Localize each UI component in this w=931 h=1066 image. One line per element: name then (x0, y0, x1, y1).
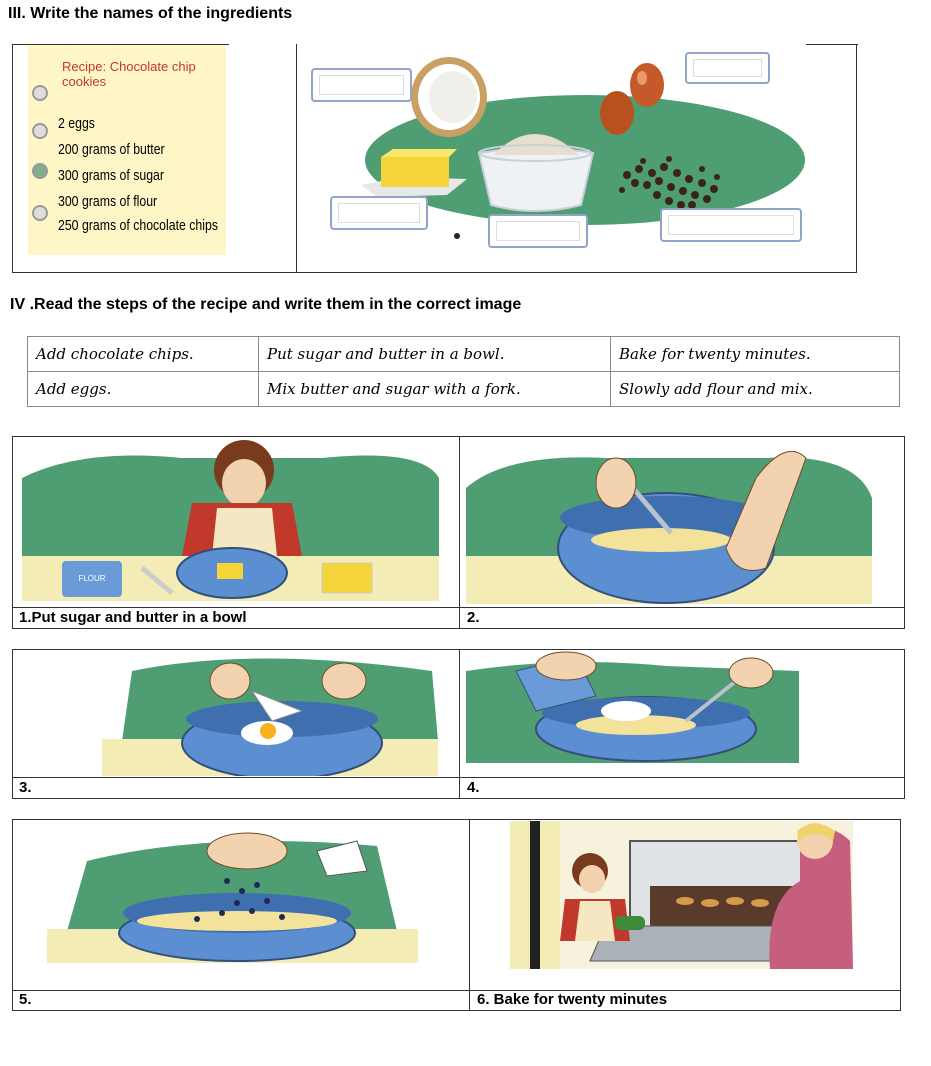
answer-box-chocolate-chips[interactable] (660, 208, 802, 242)
recipe-item: 2 eggs (58, 115, 95, 132)
step-option: Bake for twenty minutes. (611, 337, 900, 372)
step-option: Mix butter and sugar with a fork. (259, 372, 611, 407)
answer-box-eggs[interactable] (685, 52, 770, 84)
step-option: Put sugar and butter in a bowl. (259, 337, 611, 372)
binder-hole (32, 205, 48, 221)
step-caption-6: 6. Bake for twenty minutes (477, 991, 668, 1008)
section-4-heading: IV .Read the steps of the recipe and write them in the correct image (10, 296, 522, 313)
flour-bag-label: FLOUR (78, 574, 106, 583)
step-option: Add eggs. (28, 372, 259, 407)
step-option: Add chocolate chips. (28, 337, 259, 372)
step-image-1 (22, 438, 439, 606)
step-caption-5[interactable]: 5. (19, 991, 32, 1008)
table-row (28, 337, 900, 372)
step-image-5 (47, 821, 418, 963)
step-image-4 (466, 651, 799, 763)
recipe-item: 200 grams of butter (58, 141, 165, 158)
section-3-heading: III. Write the names of the ingredients (8, 5, 293, 22)
binder-hole (32, 163, 48, 179)
answer-box-sugar[interactable] (311, 68, 412, 102)
step-caption-2[interactable]: 2. (467, 609, 480, 626)
step-caption-3[interactable]: 3. (19, 779, 32, 796)
recipe-title: Recipe: Chocolate chip cookies (62, 59, 196, 89)
recipe-card (28, 45, 226, 255)
step-image-3 (102, 651, 438, 776)
step-caption-1: 1.Put sugar and butter in a bowl (19, 609, 247, 626)
step-image-2 (466, 438, 872, 606)
recipe-item: 250 grams of chocolate chips (58, 217, 219, 234)
recipe-item: 300 grams of flour (58, 193, 158, 210)
recipe-item: 300 grams of sugar (58, 167, 164, 184)
step-caption-4[interactable]: 4. (467, 779, 480, 796)
answer-box-flour[interactable] (488, 214, 588, 248)
binder-hole (32, 85, 48, 101)
table-row (28, 372, 900, 407)
steps-table (27, 336, 900, 407)
step-option: Slowly add flour and mix. (611, 372, 900, 407)
binder-hole (32, 123, 48, 139)
answer-box-butter[interactable] (330, 196, 428, 230)
sugar-bowl-image (411, 57, 487, 137)
step-image-6 (510, 821, 853, 969)
